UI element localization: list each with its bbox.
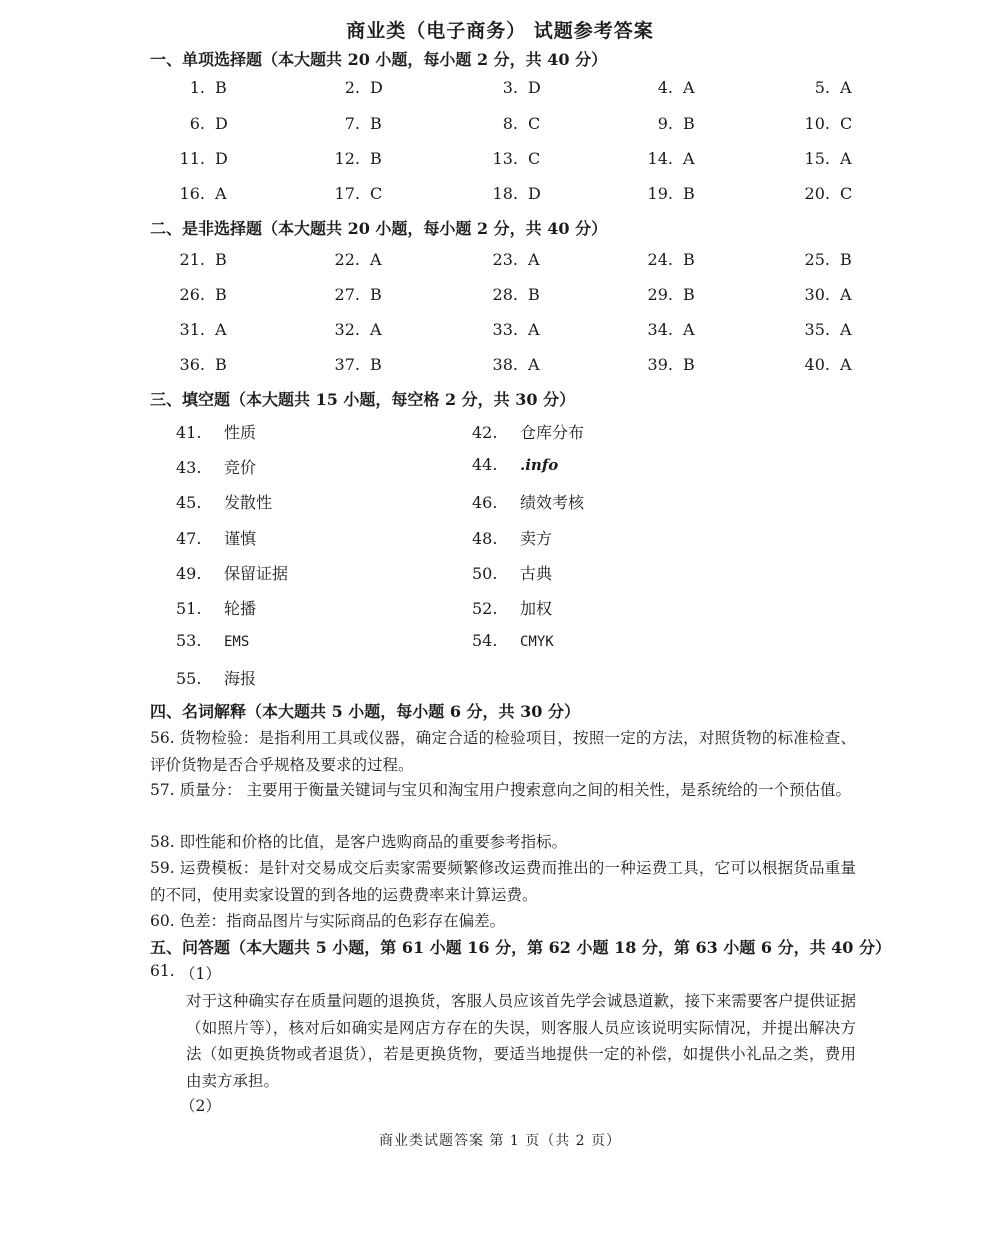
question-number: 48.: [472, 529, 498, 548]
fill-answer-text: 绩效考核: [520, 493, 585, 512]
question-number: 54.: [472, 631, 498, 650]
question-number: 47.: [176, 529, 202, 548]
question-number: 43.: [176, 458, 202, 477]
answer-letter: A: [370, 320, 382, 339]
answer-letter: D: [215, 114, 228, 133]
fill-answer-text: 谨慎: [224, 529, 257, 548]
question-number: 17.: [334, 184, 360, 203]
question-number: 16.: [179, 184, 205, 203]
fill-answer-item: [176, 490, 272, 513]
answer-letter: D: [528, 78, 541, 97]
question-number: 28.: [492, 285, 518, 304]
fill-answer-item: [176, 561, 288, 584]
section1-heading: 一、单项选择题（本大题共 20 小题，每小题 2 分，共 40 分）: [150, 50, 608, 69]
fill-answer-item: [176, 631, 249, 650]
term-definition-60: 60. 色差：指商品图片与实际商品的色彩存在偏差。: [150, 912, 506, 930]
answer-letter: B: [683, 250, 695, 269]
question-number: 42.: [472, 423, 498, 442]
answer-item: [623, 250, 743, 269]
term-definition-58: 58. 即性能和价格的比值，是客户选购商品的重要参考指标。: [150, 833, 568, 851]
answer-letter: A: [840, 285, 852, 304]
answer-item: [623, 355, 743, 374]
answer-letter: B: [683, 114, 695, 133]
answer-item: [780, 285, 900, 304]
answer-item: [780, 114, 900, 133]
answer-letter: C: [840, 184, 853, 203]
answer-item: [155, 184, 275, 203]
fill-answer-text: 加权: [520, 599, 553, 618]
page-footer: 商业类试题答案 第 1 页（共 2 页）: [378, 1133, 622, 1149]
question-number: 25.: [804, 250, 830, 269]
answer-letter: B: [683, 355, 695, 374]
answer-letter: A: [528, 355, 540, 374]
answer-letter: B: [215, 78, 227, 97]
answer-letter: B: [215, 250, 227, 269]
term-definition-59: 59. 运费模板：是针对交易成交后卖家需要频繁修改运费而推出的一种运费工具，它可以根据货品重量的不同，使用卖家设置的到各地的运费费率来计算运费。: [150, 859, 856, 904]
answer-item: [780, 184, 900, 203]
fill-answer-item: [176, 420, 256, 443]
answer-letter: A: [528, 320, 540, 339]
fill-answer-text: 性质: [224, 423, 257, 442]
answer-item: [468, 320, 588, 339]
answer-item: [623, 320, 743, 339]
answer-letter: B: [683, 184, 695, 203]
fill-answer-text: 仓库分布: [520, 423, 585, 442]
answer-letter: C: [370, 184, 383, 203]
question-number: 3.: [502, 78, 518, 97]
question-number: 22.: [334, 250, 360, 269]
section4-heading: 四、名词解释（本大题共 5 小题，每小题 6 分，共 30 分）: [150, 702, 580, 721]
answer-letter: D: [370, 78, 383, 97]
answer-item: [780, 250, 900, 269]
fill-answer-item: [472, 490, 584, 513]
answer-item: [468, 149, 588, 168]
answer-letter: C: [528, 149, 541, 168]
fill-answer-item: [472, 455, 558, 474]
section5-heading: 五、问答题（本大题共 5 小题，第 61 小题 16 分，第 62 小题 18 分，第 63 小题 6 分，共 40 分）: [150, 938, 891, 957]
section2-heading: 二、是非选择题（本大题共 20 小题，每小题 2 分，共 40 分）: [150, 219, 608, 238]
fill-answer-item: [176, 596, 256, 619]
answer-letter: B: [370, 285, 382, 304]
answer-letter: C: [840, 114, 853, 133]
question-61-part1-answer: 对于这种确实存在质量问题的退换货，客服人员应该首先学会诚恳道歉，接下来需要客户提供证据（如照片等），核对后如确实是网店方存在的失误，则客服人员应该说明实际情况，并提出解决方法（如更换货物或者退货），若是更换货物，要适当地提供一定的补偿，如提供小礼品之类，费用由卖方承担。: [186, 992, 856, 1090]
answer-letter: A: [215, 320, 227, 339]
question-number: 20.: [804, 184, 830, 203]
question-number: 5.: [814, 78, 830, 97]
question-number: 19.: [647, 184, 673, 203]
question-number: 49.: [176, 564, 202, 583]
answer-letter: A: [683, 78, 695, 97]
question-number: 27.: [334, 285, 360, 304]
fill-answer-text: CMYK: [520, 634, 554, 650]
answer-item: [155, 320, 275, 339]
term-definition-56: 56. 货物检验：是指利用工具或仪器，确定合适的检验项目，按照一定的方法，对照货物的标准检查、评价货物是否合乎规格及要求的过程。: [150, 729, 856, 774]
question-number: 36.: [179, 355, 205, 374]
question-number: 2.: [344, 78, 360, 97]
answer-item: [468, 285, 588, 304]
question-number: 33.: [492, 320, 518, 339]
fill-answer-item: [472, 596, 552, 619]
question-number: 24.: [647, 250, 673, 269]
question-number: 41.: [176, 423, 202, 442]
answer-letter: B: [683, 285, 695, 304]
answer-item: [468, 114, 588, 133]
fill-answer-item: [472, 631, 554, 650]
page-title: 商业类（电子商务） 试题参考答案: [346, 20, 654, 42]
answer-item: [780, 320, 900, 339]
answer-item: [310, 149, 430, 168]
answer-letter: B: [840, 250, 852, 269]
section3-heading: 三、填空题（本大题共 15 小题，每空格 2 分，共 30 分）: [150, 390, 576, 409]
question-number: 15.: [804, 149, 830, 168]
answer-item: [780, 78, 900, 97]
fill-answer-text: EMS: [224, 634, 250, 650]
question-number: 34.: [647, 320, 673, 339]
answer-letter: A: [370, 250, 382, 269]
answer-letter: C: [528, 114, 541, 133]
fill-answer-text: 古典: [520, 564, 553, 583]
question-number: 32.: [334, 320, 360, 339]
answer-item: [155, 285, 275, 304]
question-number: 50.: [472, 564, 498, 583]
answer-item: [780, 355, 900, 374]
question-61-number: 61.: [150, 962, 175, 980]
answer-letter: A: [840, 78, 852, 97]
fill-answer-text: 保留证据: [224, 564, 289, 583]
answer-item: [155, 355, 275, 374]
answer-item: [310, 285, 430, 304]
answer-item: [155, 114, 275, 133]
fill-answer-text: 卖方: [520, 529, 553, 548]
question-number: 52.: [472, 599, 498, 618]
fill-answer-text: 发散性: [224, 493, 273, 512]
question-number: 1.: [189, 78, 205, 97]
answer-letter: A: [840, 320, 852, 339]
fill-answer-item: [176, 666, 256, 689]
question-number: 9.: [657, 114, 673, 133]
fill-answer-text: .info: [520, 456, 559, 474]
answer-letter: D: [528, 184, 541, 203]
answer-letter: A: [840, 355, 852, 374]
question-number: 31.: [179, 320, 205, 339]
question-number: 7.: [344, 114, 360, 133]
answer-item: [623, 114, 743, 133]
answer-item: [623, 149, 743, 168]
answer-letter: B: [370, 114, 382, 133]
fill-answer-item: [176, 526, 256, 549]
question-number: 8.: [502, 114, 518, 133]
fill-answer-item: [176, 455, 256, 478]
fill-answer-item: [472, 420, 584, 443]
answer-letter: B: [215, 355, 227, 374]
fill-answer-text: 竞价: [224, 458, 257, 477]
answer-item: [155, 149, 275, 168]
question-number: 51.: [176, 599, 202, 618]
answer-letter: B: [370, 149, 382, 168]
question-number: 39.: [647, 355, 673, 374]
question-number: 38.: [492, 355, 518, 374]
question-number: 13.: [492, 149, 518, 168]
question-number: 23.: [492, 250, 518, 269]
answer-item: [310, 184, 430, 203]
answer-item: [623, 184, 743, 203]
answer-letter: A: [683, 149, 695, 168]
question-number: 21.: [179, 250, 205, 269]
question-number: 10.: [804, 114, 830, 133]
answer-item: [623, 78, 743, 97]
question-61-part2-label: （2）: [180, 1097, 221, 1115]
question-number: 29.: [647, 285, 673, 304]
question-61-part1-label: （1）: [180, 965, 221, 983]
question-number: 53.: [176, 631, 202, 650]
answer-item: [155, 78, 275, 97]
question-number: 55.: [176, 669, 202, 688]
question-number: 12.: [334, 149, 360, 168]
answer-item: [468, 184, 588, 203]
answer-item: [310, 320, 430, 339]
answer-letter: B: [528, 285, 540, 304]
answer-item: [155, 250, 275, 269]
question-number: 14.: [647, 149, 673, 168]
question-number: 45.: [176, 493, 202, 512]
answer-item: [310, 355, 430, 374]
question-number: 26.: [179, 285, 205, 304]
answer-letter: B: [370, 355, 382, 374]
question-number: 46.: [472, 493, 498, 512]
answer-item: [623, 285, 743, 304]
answer-item: [468, 250, 588, 269]
answer-item: [310, 250, 430, 269]
answer-item: [310, 78, 430, 97]
question-number: 40.: [804, 355, 830, 374]
answer-item: [468, 355, 588, 374]
question-number: 44.: [472, 455, 498, 474]
question-number: 35.: [804, 320, 830, 339]
question-number: 11.: [179, 149, 205, 168]
answer-item: [468, 78, 588, 97]
answer-letter: A: [840, 149, 852, 168]
answer-item: [780, 149, 900, 168]
question-number: 18.: [492, 184, 518, 203]
answer-letter: A: [215, 184, 227, 203]
question-number: 4.: [657, 78, 673, 97]
fill-answer-text: 轮播: [224, 599, 257, 618]
question-number: 30.: [804, 285, 830, 304]
term-definition-57: 57. 质量分： 主要用于衡量关键词与宝贝和淘宝用户搜索意向之间的相关性，是系统给的一个预估值。: [150, 781, 852, 799]
fill-answer-item: [472, 526, 552, 549]
answer-item: [310, 114, 430, 133]
answer-letter: A: [528, 250, 540, 269]
fill-answer-item: [472, 561, 552, 584]
answer-letter: D: [215, 149, 228, 168]
fill-answer-text: 海报: [224, 669, 257, 688]
answer-letter: B: [215, 285, 227, 304]
question-number: 6.: [189, 114, 205, 133]
answer-letter: A: [683, 320, 695, 339]
question-number: 37.: [334, 355, 360, 374]
